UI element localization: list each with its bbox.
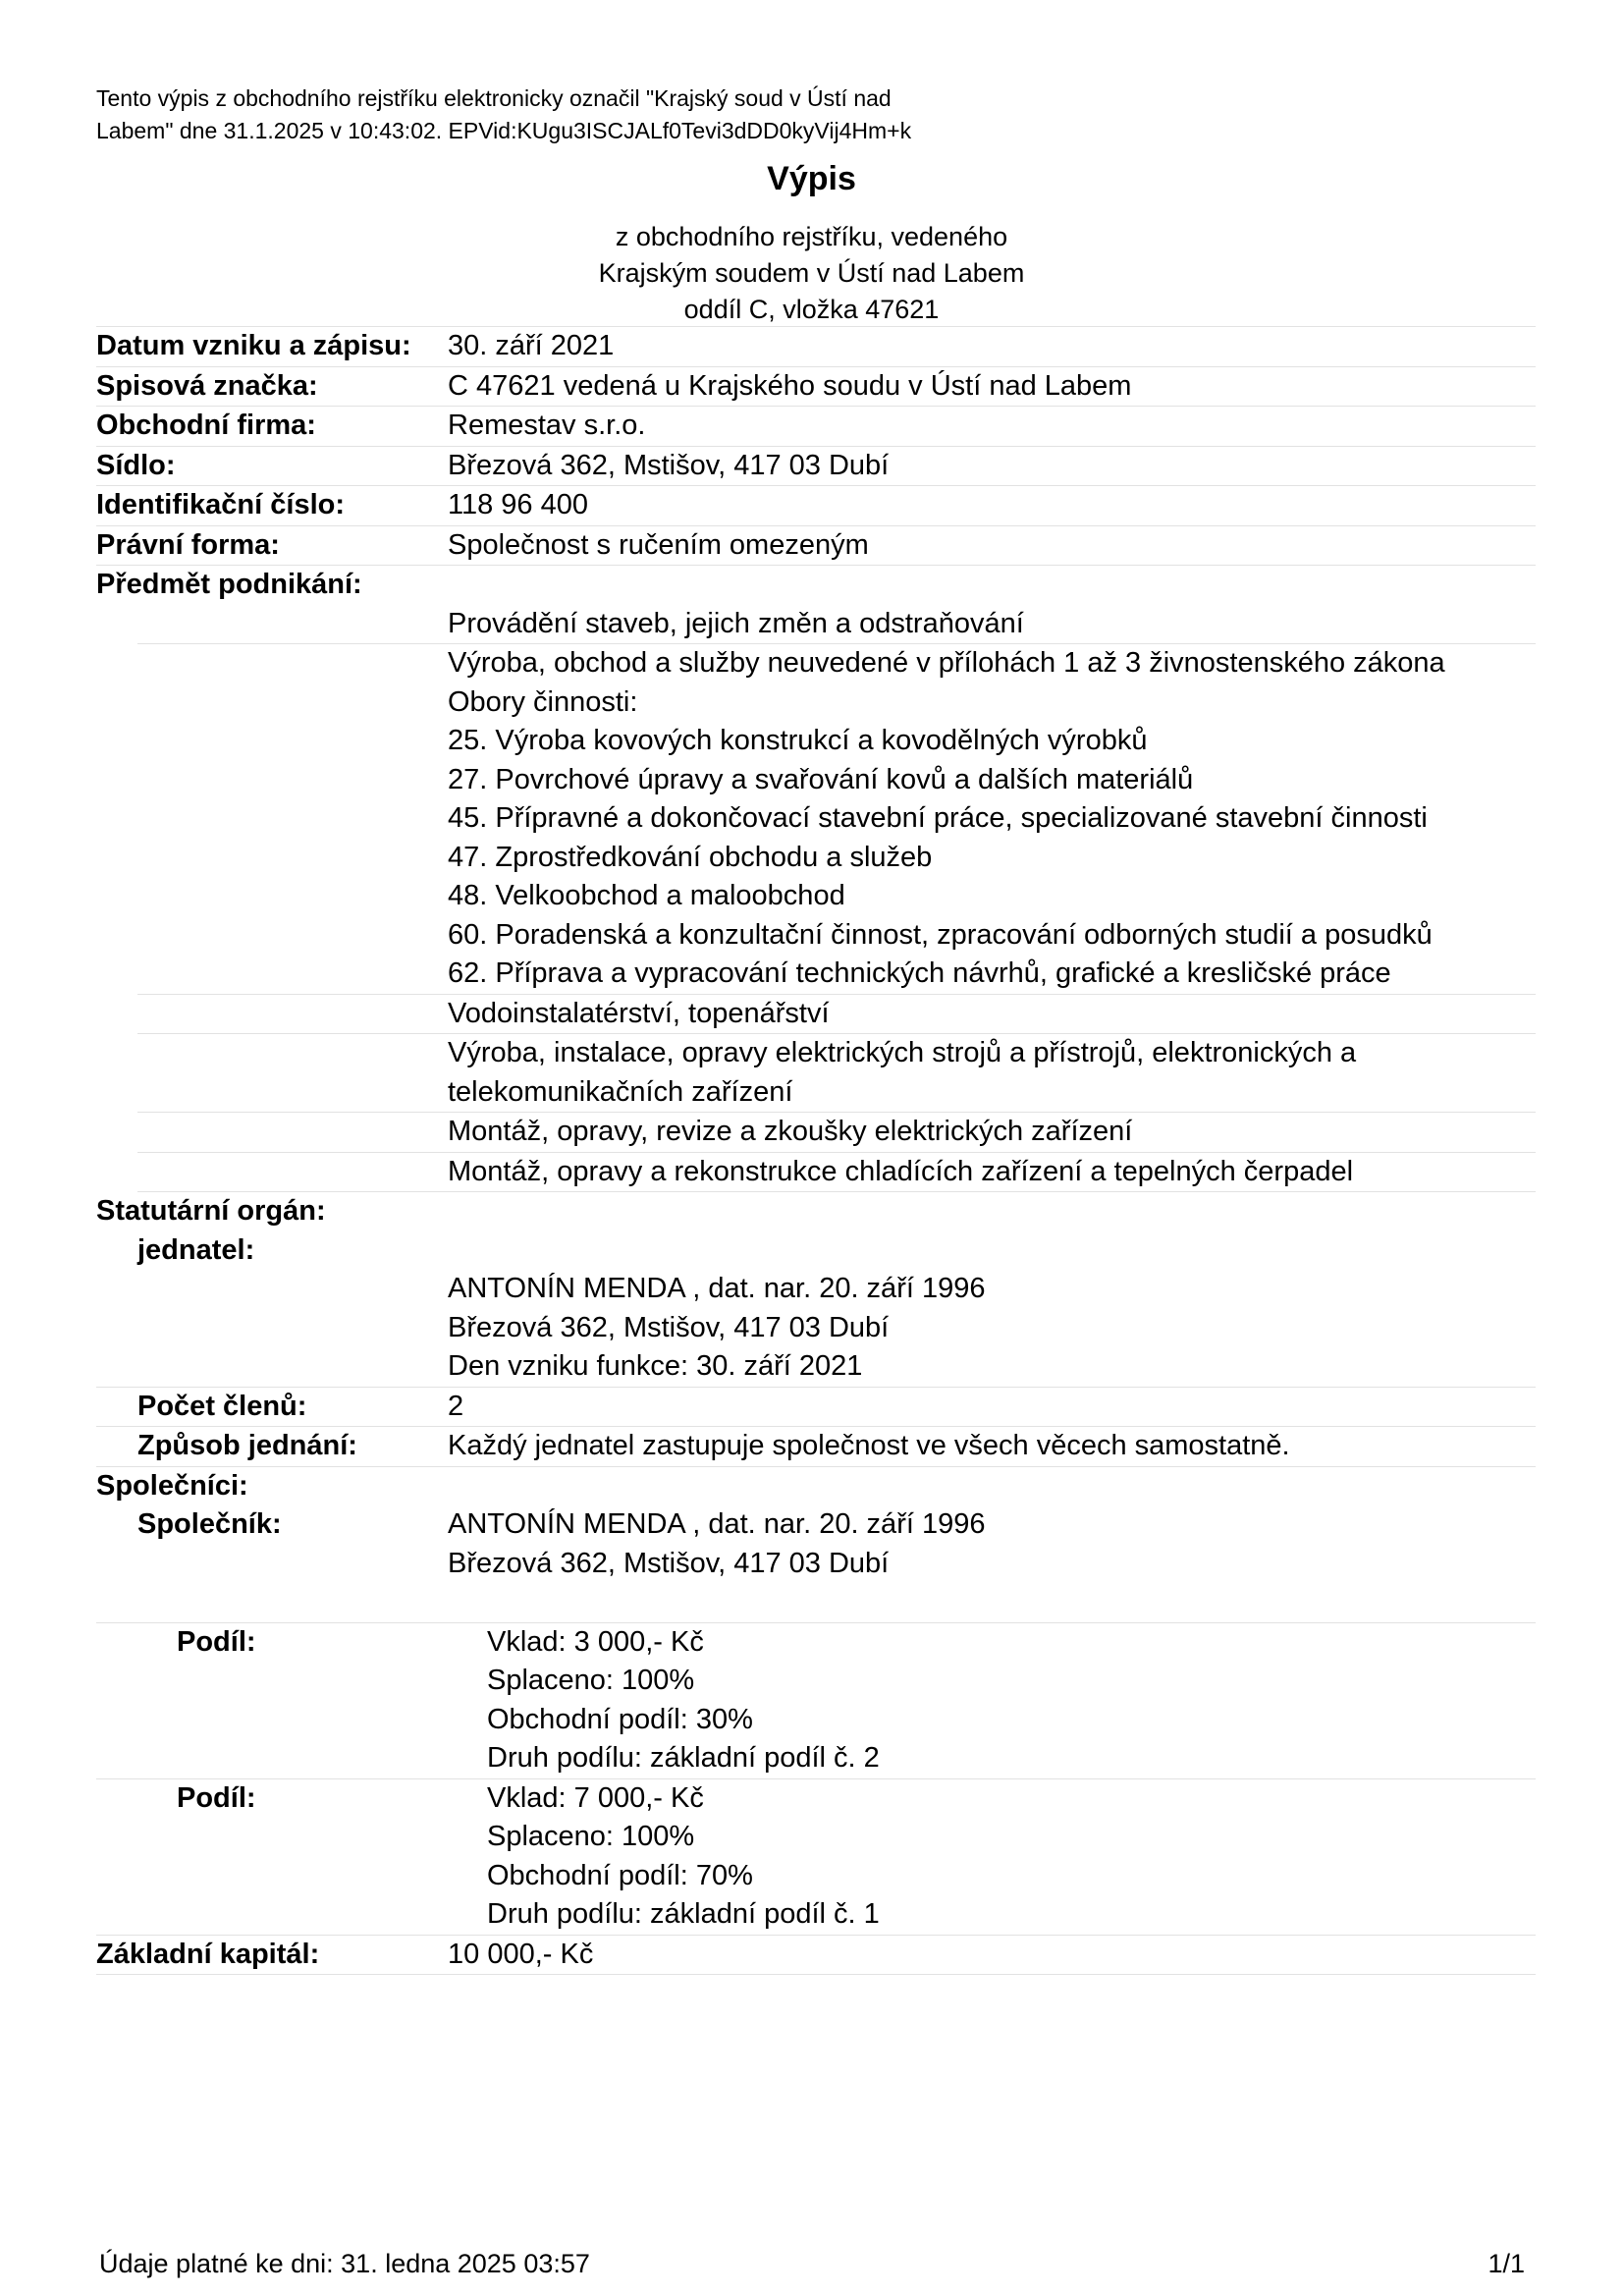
podil-line: Vklad: 3 000,- Kč: [487, 1625, 704, 1658]
document-subtitle: [0, 219, 1623, 328]
podil-line: Obchodní podíl: 70%: [487, 1859, 753, 1891]
ico-label: Identifikační číslo:: [96, 489, 345, 520]
predmet-item-line: Montáž, opravy a rekonstrukce chladících zařízení a tepelných čerpadel: [448, 1155, 1354, 1187]
row-podil: [96, 1623, 1536, 1779]
spolecnik-label: Společník:: [137, 1508, 282, 1540]
podil-label: Podíl:: [177, 1625, 256, 1658]
datum-label: Datum vzniku a zápisu:: [96, 330, 411, 361]
spolecnici-label: Společníci:: [96, 1469, 248, 1502]
notice-line-1: Tento výpis z obchodního rejstříku elektronicky označil "Krajský soud v Ústí nad: [96, 85, 892, 111]
row-spisova-znacka: [96, 367, 1536, 408]
predmet-item-line: 60. Poradenská a konzultační činnost, zpracování odborných studií a posudků: [448, 918, 1433, 951]
spis-value: C 47621 vedená u Krajského soudu v Ústí nad Labem: [448, 369, 1132, 402]
row-jednatel-details: [96, 1270, 1536, 1388]
predmet-item: [137, 644, 1536, 995]
podil-label: Podíl:: [177, 1781, 256, 1814]
forma-label: Právní forma:: [96, 528, 280, 561]
pocet-label: Počet členů:: [137, 1390, 307, 1422]
podil-line: Splaceno: 100%: [487, 1821, 695, 1852]
row-predmet-podnikani: [96, 566, 1536, 605]
predmet-item-line: 45. Přípravné a dokončovací stavební práce, specializované stavební činnosti: [448, 802, 1428, 834]
predmet-item-text: [448, 605, 1536, 644]
podil-details: [448, 1623, 1536, 1778]
predmet-label: Předmět podnikání:: [96, 569, 362, 600]
sidlo-value: Březová 362, Mstišov, 417 03 Dubí: [448, 449, 890, 481]
ico-value: 118 96 400: [448, 489, 588, 520]
predmet-item-line: 62. Příprava a vypracování technických návrhů, grafické a kresličské práce: [448, 957, 1391, 989]
predmet-item-spacer: [137, 1113, 448, 1152]
footer-page-number: 1/1: [1488, 2249, 1525, 2278]
subtitle-line-1: z obchodního rejstříku, vedeného: [615, 222, 1008, 251]
spolecnik-address: Březová 362, Mstišov, 417 03 Dubí: [448, 1547, 890, 1579]
podil-details: [448, 1779, 1536, 1935]
statutarni-label: Statutární orgán:: [96, 1195, 326, 1227]
jednatel-address: Březová 362, Mstišov, 417 03 Dubí: [448, 1311, 890, 1343]
predmet-item: [137, 1153, 1536, 1193]
predmet-item-text: [448, 1113, 1536, 1152]
predmet-item: [137, 1034, 1536, 1113]
jednatel-details: [448, 1270, 1536, 1387]
forma-value: Společnost s ručením omezeným: [448, 528, 869, 561]
predmet-item-line: Výroba, obchod a služby neuvedené v přílohách 1 až 3 živnostenského zákona: [448, 647, 1445, 679]
row-spolecnik: [96, 1505, 1536, 1623]
footer-valid-date: Údaje platné ke dni: 31. ledna 2025 03:57: [99, 2249, 590, 2278]
predmet-item: [137, 995, 1536, 1035]
jednatel-funkce: Den vzniku funkce: 30. září 2021: [448, 1350, 863, 1382]
predmet-item-spacer: [137, 644, 448, 994]
podil-line: Druh podílu: základní podíl č. 2: [487, 1742, 880, 1774]
row-ico: [96, 486, 1536, 526]
predmet-item-spacer: [137, 1153, 448, 1192]
predmet-item-line: Vodoinstalatérství, topenářství: [448, 997, 830, 1029]
sidlo-label: Sídlo:: [96, 449, 176, 481]
row-statutarni-organ: [96, 1192, 1536, 1231]
kapital-label: Základní kapitál:: [96, 1938, 320, 1970]
predmet-item-spacer: [137, 1034, 448, 1112]
predmet-item-line: Montáž, opravy, revize a zkoušky elektrických zařízení: [448, 1116, 1133, 1147]
predmet-item-line: 48. Velkoobchod a maloobchod: [448, 880, 845, 911]
notice-line-2: Labem" dne 31.1.2025 v 10:43:02. EPVid:KUgu3ISCJALf0Tevi3dDD0kyVij4Hm+k: [96, 118, 912, 143]
predmet-item-line: telekomunikačních zařízení: [448, 1075, 793, 1108]
spolecnik-details: [448, 1505, 1536, 1622]
predmet-item-text: [448, 1034, 1536, 1112]
zpusob-value: Každý jednatel zastupuje společnost ve všech věcech samostatně.: [448, 1430, 1290, 1461]
subtitle-line-3: oddíl C, vložka 47621: [683, 295, 940, 324]
row-obchodni-firma: [96, 407, 1536, 447]
register-content: [96, 326, 1536, 1975]
zpusob-label: Způsob jednání:: [137, 1430, 357, 1461]
predmet-item: [137, 1113, 1536, 1153]
row-pocet-clenu: [96, 1388, 1536, 1428]
spis-label: Spisová značka:: [96, 369, 318, 402]
predmet-item-text: [448, 995, 1536, 1034]
predmet-item-line: 27. Povrchové úpravy a svařování kovů a dalších materiálů: [448, 763, 1194, 795]
podil-line: Druh podílu: základní podíl č. 1: [487, 1898, 880, 1930]
document-title: Výpis: [767, 160, 856, 197]
predmet-item-text: [448, 1153, 1536, 1192]
podil-line: Vklad: 7 000,- Kč: [487, 1781, 704, 1814]
row-podil: [96, 1779, 1536, 1936]
predmet-item-line: Výroba, instalace, opravy elektrických strojů a přístrojů, elektronických a: [448, 1037, 1357, 1068]
row-zpusob-jednani: [96, 1427, 1536, 1467]
datum-value: 30. září 2021: [448, 330, 615, 361]
row-zakladni-kapital: [96, 1936, 1536, 1976]
row-spolecnici: [96, 1467, 1536, 1506]
row-jednatel-label: [96, 1231, 1536, 1271]
podil-line: Obchodní podíl: 30%: [487, 1703, 753, 1735]
row-sidlo: [96, 447, 1536, 487]
predmet-item-line: 25. Výroba kovových konstrukcí a kovodělných výrobků: [448, 725, 1148, 756]
podil-line: Splaceno: 100%: [487, 1665, 695, 1696]
jednatel-label: jednatel:: [137, 1233, 255, 1266]
predmet-item-spacer: [137, 995, 448, 1034]
spolecnik-blank-line: [448, 1583, 1536, 1622]
firma-value: Remestav s.r.o.: [448, 410, 646, 441]
pocet-value: 2: [448, 1390, 464, 1422]
predmet-item-text: [448, 644, 1536, 994]
row-pravni-forma: [96, 526, 1536, 567]
predmet-item-line: 47. Zprostředkování obchodu a služeb: [448, 841, 933, 873]
jednatel-spacer: [96, 1270, 448, 1387]
subtitle-line-2: Krajským soudem v Ústí nad Labem: [598, 258, 1025, 288]
predmet-item-spacer: [137, 605, 448, 644]
predmet-item-line: Provádění staveb, jejich změn a odstraňování: [448, 607, 1024, 639]
predmet-item-line: Obory činnosti:: [448, 685, 638, 718]
predmet-item: [137, 605, 1536, 645]
electronic-signature-notice: [96, 82, 1176, 147]
firma-label: Obchodní firma:: [96, 410, 316, 441]
row-datum-vzniku: [96, 326, 1536, 367]
kapital-value: 10 000,- Kč: [448, 1938, 594, 1970]
podil-list: [96, 1623, 1536, 1936]
jednatel-name: ANTONÍN MENDA , dat. nar. 20. září 1996: [448, 1273, 986, 1304]
spolecnik-name: ANTONÍN MENDA , dat. nar. 20. září 1996: [448, 1508, 986, 1540]
predmet-list: [96, 605, 1536, 1193]
